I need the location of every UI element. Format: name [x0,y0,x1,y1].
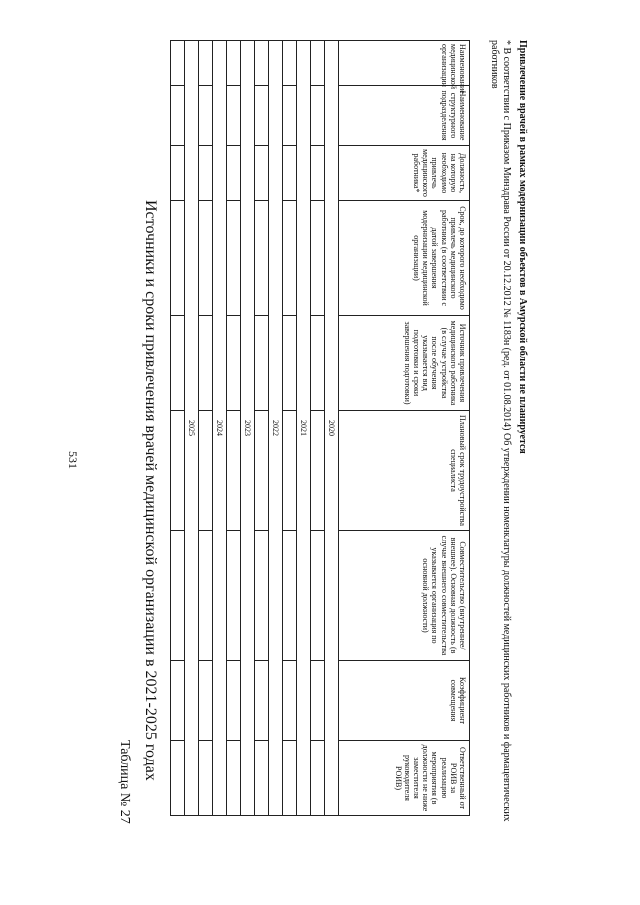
year-row [325,41,339,816]
year-row [185,41,199,816]
table-label: Таблица № 27 [117,740,132,824]
header-cell: Коэффициент совмещения [339,661,470,741]
year-label: 2020 [325,41,339,816]
recruitment-table [170,40,470,816]
table-header-row [339,41,470,816]
page-number: 531 [66,451,80,469]
year-label: 2024 [213,41,227,816]
header-cell: Ответственный от РОИВ за реализацию мероприятия (в должности не ниже заместителя руководителя РОИВ) [339,741,470,816]
header-cell: Плановый срок трудоустройства специалиста [339,411,470,531]
table-row [283,41,297,816]
header-cell: Совместительство (внутреннее/внешнее). Основная должность (в случае внешнего совместительства указывается организация по основной должности) [339,531,470,661]
header-cell: Источник привлечения медицинского работника (в случае устройства после обучения указывается вид подготовки и сроки завершения подготовки) [339,316,470,411]
header-cell: Срок, до которого необходимо привлечь медицинского работника (в соответствии с датой завершения модернизации медицинской организации) [339,201,470,316]
year-row [269,41,283,816]
table-row [171,41,185,816]
table-row [227,41,241,816]
year-label: 2022 [269,41,283,816]
header-cell: Наименование структурного подразделения [339,86,470,146]
page-title: Источники и сроки привлечения врачей медицинской организации в 2021-2025 годах [142,200,159,781]
year-row [241,41,255,816]
table-row [311,41,325,816]
header-cell: Должность, на которую необходимо привлечь медицинского работника* [339,146,470,201]
header-cell: Наименование медицинской организации [339,41,470,86]
closing-note: Привлечение врачей в рамках модернизации объектов в Амурской области не планируется [517,40,528,454]
year-label: 2021 [297,41,311,816]
table-row [255,41,269,816]
year-row [297,41,311,816]
year-label: 2023 [241,41,255,816]
year-row [213,41,227,816]
table-row [199,41,213,816]
footnote: * В соответствии с Приказом Минздрава России от 20.12.2012 № 1183н (ред. от 01.08.2014) Об утверждении номенклатуры должностей медицинских работников и фармацевтических работников [489,40,512,822]
year-label: 2025 [185,41,199,816]
